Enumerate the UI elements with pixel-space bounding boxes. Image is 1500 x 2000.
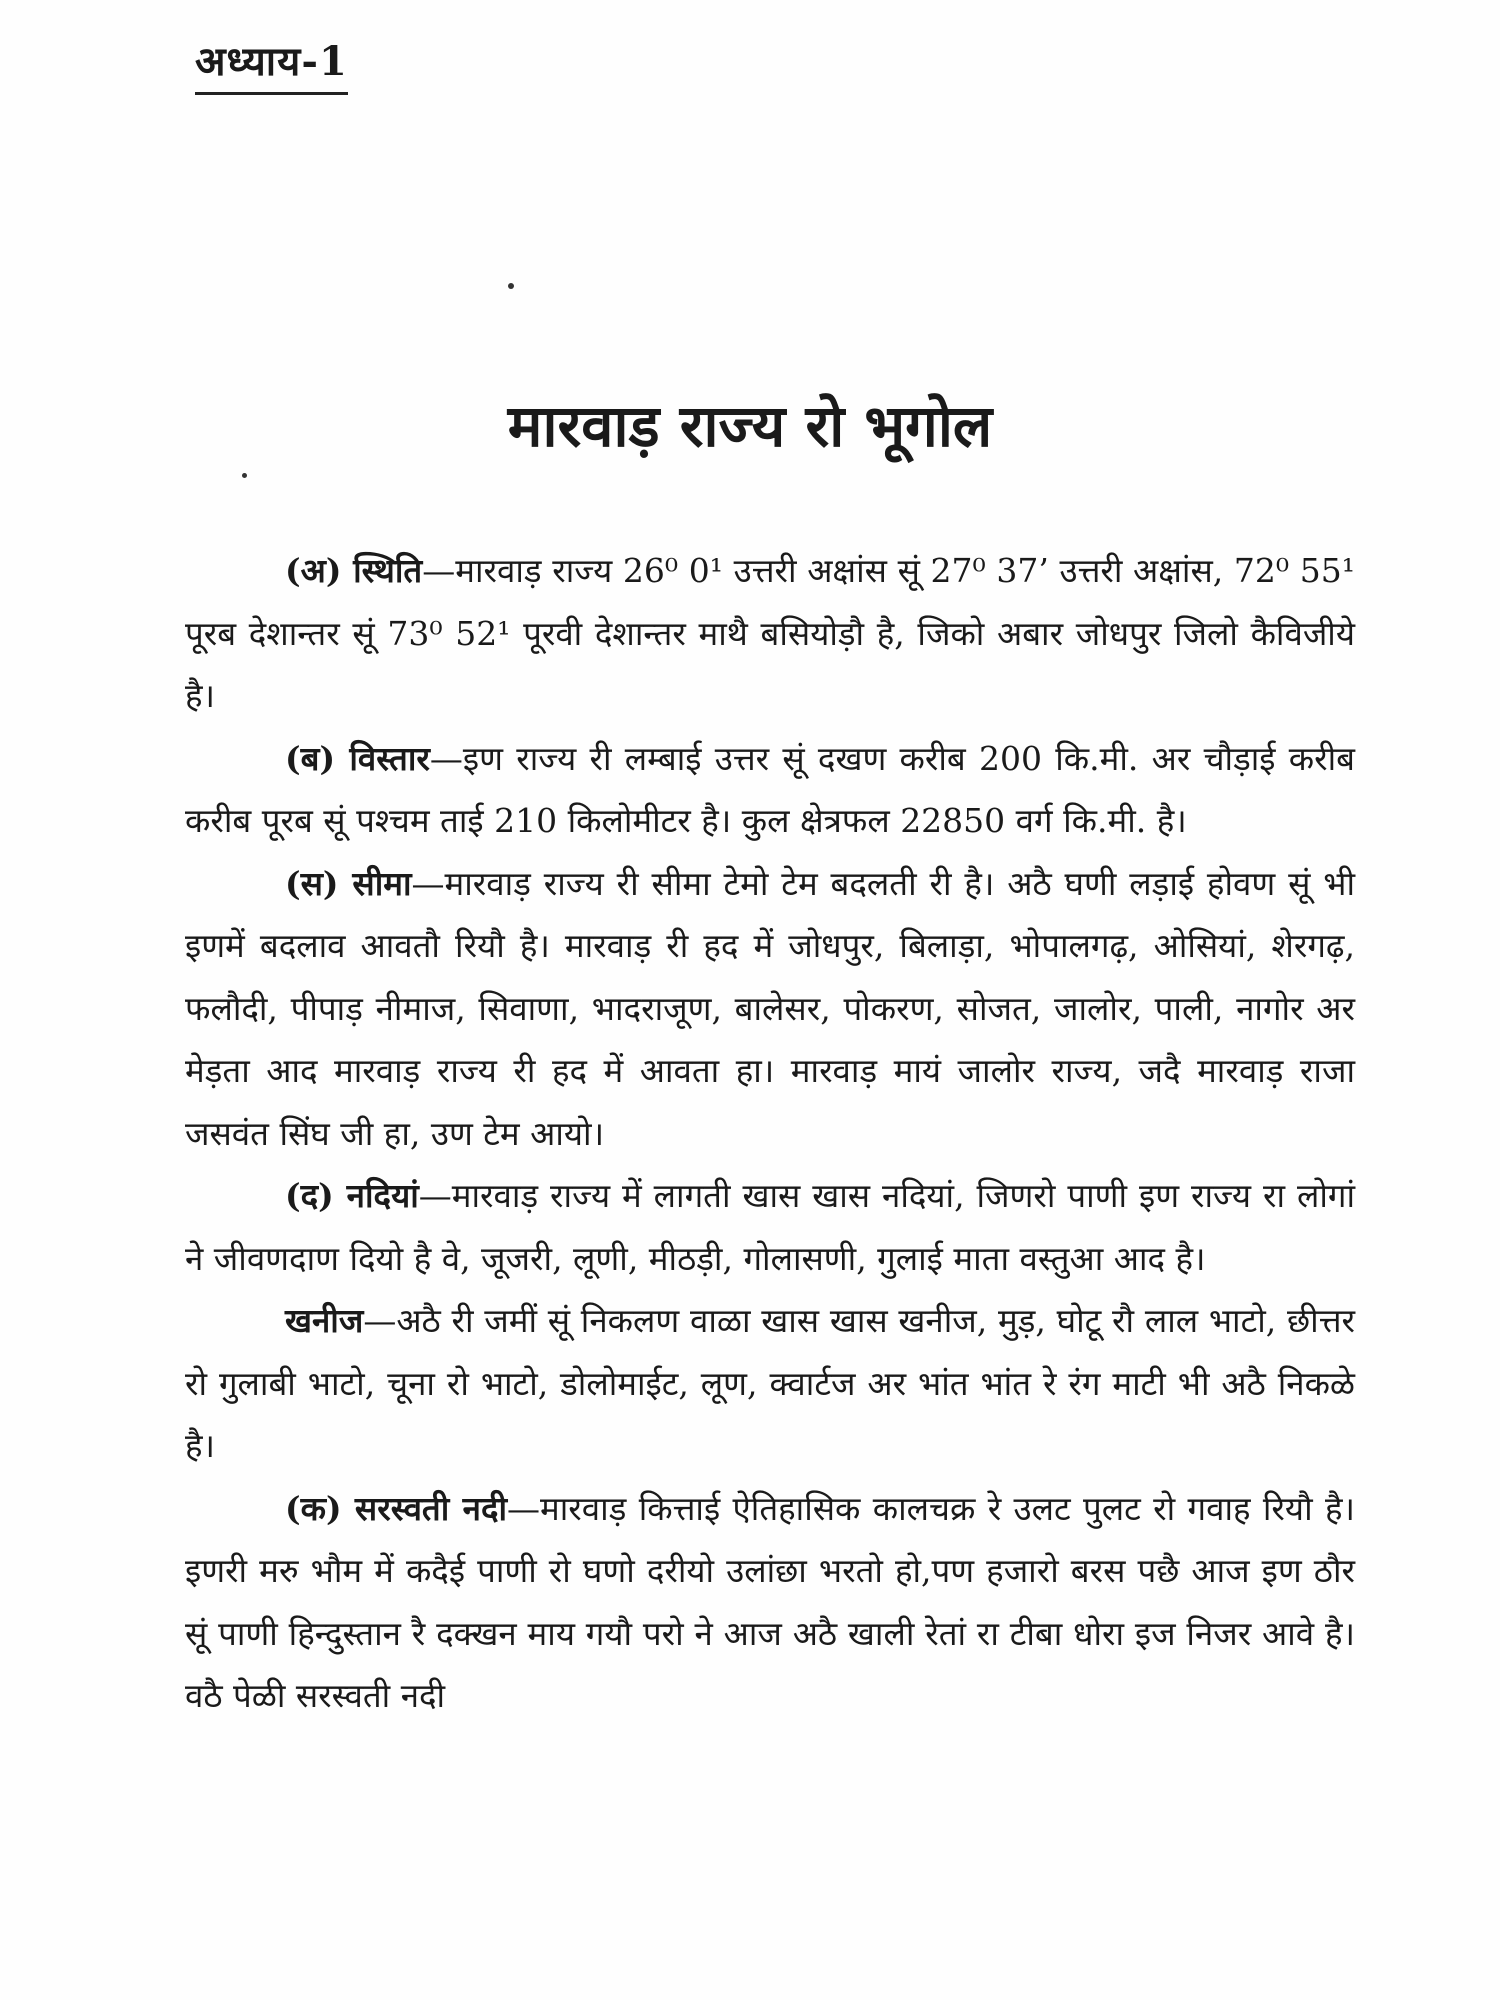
- section-heading: (अ) स्थिति: [285, 551, 423, 590]
- chapter-label: अध्याय-1: [195, 38, 348, 95]
- section-paragraph: [185, 1290, 1355, 1478]
- section-paragraph: [185, 1478, 1355, 1728]
- section-heading: (स) सीमा: [285, 863, 412, 903]
- section-text: —इण राज्य री लम्बाई उत्तर सूं दखण करीब 200 कि.मी. अर चौड़ाई करीब करीब पूरब सूं पश्चम ताई 210 किलोमीटर है। कुल क्षेत्रफल 22850 वर्ग कि.मी. है।: [185, 738, 1355, 840]
- section-text: —मारवाड़ राज्य में लागती खास खास नदियां, जिणरो पाणी इण राज्य रा लोगां ने जीवणदाण दियो है वे, जूजरी, लूणी, मीठड़ी, गोलासणी, गुलाई माता वस्तुआ आद है।: [185, 1176, 1356, 1278]
- section-heading: (ब) विस्तार: [285, 738, 430, 778]
- section-paragraph: [185, 853, 1355, 1166]
- section-paragraph: [185, 1165, 1355, 1290]
- scan-speck-dot: [242, 473, 247, 478]
- section-text: —अठै री जमीं सूं निकलण वाळा खास खास खनीज, मुड़, घोटू रौ लाल भाटो, छीत्तर रो गुलाबी भाटो, चूना रो भाटो, डोलोमाईट, लूण, क्वार्टज अर भांत भांत रे रंग माटी भी अठै निकळे है।: [185, 1301, 1355, 1465]
- section-text: —मारवाड़ राज्य री सीमा टेमो टेम बदलती री है। अठै घणी लड़ाई होवण सूं भी इणमें बदलाव आवतौ रियौ है। मारवाड़ री हद में जोधपुर, बिलाड़ा, भोपालगढ़, ओसियां, शेरगढ़, फलौदी, पीपाड़ नीमाज, सिवाणा, भादराजूण, बालेसर, पोकरण, सोजत, जालोर, पाली, नागोर अर मेड़ता आद मारवाड़ राज्य री हद में आवता हा। मारवाड़ मायं जालोर राज्य, जदै मारवाड़ राजा जसवंत सिंघ जी हा, उण टेम आयो।: [185, 863, 1355, 1153]
- body-text: [185, 540, 1355, 1728]
- section-text: —मारवाड़ राज्य 26⁰ 0¹ उत्तरी अक्षांस सूं 27⁰ 37’ उत्तरी अक्षांस, 72⁰ 55¹ पूरब देशान्तर सूं 73⁰ 52¹ पूरवी देशान्तर माथै बसियोड़ौ है, जिको अबार जोधपुर जिलो कैविजीये है।: [185, 551, 1355, 715]
- section-paragraph: [185, 540, 1355, 728]
- section-heading: खनीज: [285, 1301, 364, 1340]
- section-heading: (द) नदियां: [285, 1176, 419, 1215]
- section-text: —मारवाड़ कित्ताई ऐतिहासिक कालचक्र रे उलट पुलट रो गवाह रियौ है। इणरी मरु भौम में कदैई पाणी रो घणो दरीयो उलांछा भरतो हो,पण हजारो बरस पछै आज इण ठौर सूं पाणी हिन्दुस्तान रै दक्खन माय गयौ परो ने आज अठै खाली रेतां रा टीबा धोरा इज निजर आवे है। वठै पेळी सरस्वती नदी: [185, 1488, 1356, 1715]
- scan-speck-dot: [508, 283, 514, 289]
- section-paragraph: [185, 728, 1355, 853]
- page-title: मारवाड़ राज्य रो भूगोल: [507, 392, 993, 460]
- section-heading: (क) सरस्वती नदी: [285, 1488, 508, 1528]
